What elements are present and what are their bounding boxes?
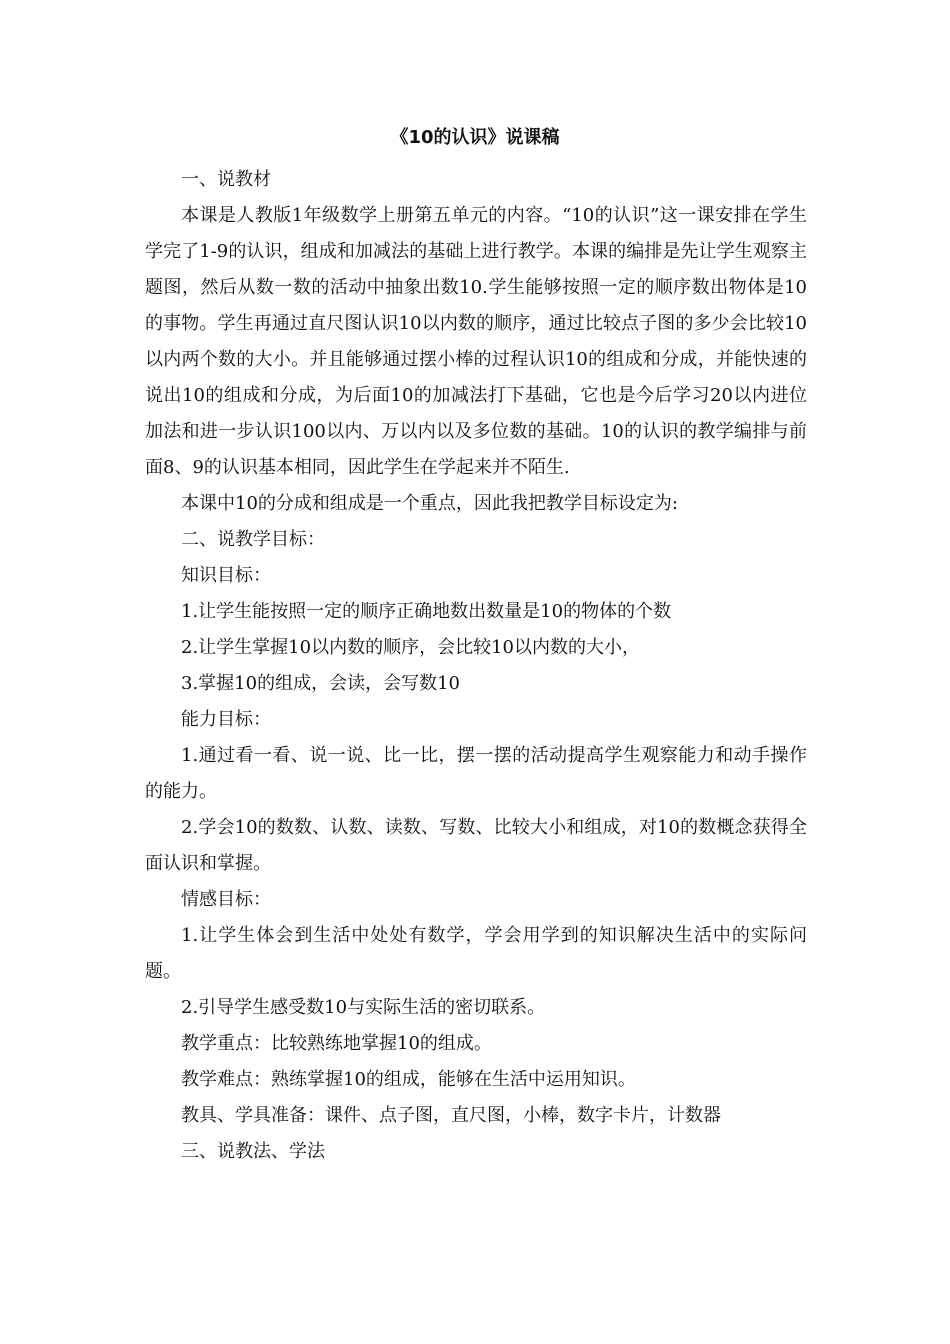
paragraph-goal-intro: 本课中10的分成和组成是一个重点，因此我把教学目标设定为: (181, 493, 678, 514)
subheading-ability-goals: 能力目标： (181, 709, 271, 730)
teaching-materials: 教具、学具准备：课件、点子图，直尺图，小棒，数字卡片，计数器 (181, 1105, 721, 1126)
subheading-knowledge-goals: 知识目标： (181, 565, 271, 586)
document-body (145, 162, 807, 1170)
teaching-difficulty: 教学难点：熟练掌握10的组成，能够在生活中运用知识。 (181, 1069, 636, 1090)
list-item-ability-2: 2.学会10的数数、认数、读数、写数、比较大小和组成，对10的数概念获得全面认识和掌握。 (145, 817, 807, 874)
teaching-key-point: 教学重点：比较熟练地掌握10的组成。 (181, 1033, 492, 1054)
section-heading-methods: 三、说教法、学法 (181, 1141, 325, 1162)
list-item-emotion-2: 2.引导学生感受数10与实际生活的密切联系。 (181, 997, 546, 1018)
section-heading-textbook: 一、说教材 (181, 169, 271, 190)
list-item-knowledge-1: 1.让学生能按照一定的顺序正确地数出数量是10的物体的个数 (181, 601, 672, 622)
list-item-knowledge-2: 2.让学生掌握10以内数的顺序，会比较10以内数的大小， (181, 637, 640, 658)
list-item-emotion-1: 1.让学生体会到生活中处处有数学，学会用学到的知识解决生活中的实际问题。 (145, 925, 807, 982)
list-item-ability-1: 1.通过看一看、说一说、比一比，摆一摆的活动提高学生观察能力和动手操作的能力。 (145, 745, 807, 802)
document-title: 《10的认识》说课稿 (390, 127, 560, 148)
section-heading-goals: 二、说教学目标： (181, 529, 325, 550)
list-item-knowledge-3: 3.掌握10的组成，会读，会写数10 (181, 673, 460, 694)
paragraph-textbook-analysis: 本课是人教版1年级数学上册第五单元的内容。“10的认识”这一课安排在学生学完了1-9的认识，组成和加减法的基础上进行教学。本课的编排是先让学生观察主题图，然后从数一数的活动中抽象出数10.学生能够按照一定的顺序数出物体是10的事物。学生再通过直尺图认识10以内数的顺序，通过比较点子图的多少会比较10以内两个数的大小。并且能够通过摆小棒的过程认识10的组成和分成，并能快速的说出10的组成和分成，为后面10的加减法打下基础，它也是今后学习20以内进位加法和进一步认识100以内、万以内以及多位数的基础。10的认识的教学编排与前面8、9的认识基本相同，因此学生在学起来并不陌生. (145, 205, 807, 478)
subheading-emotion-goals: 情感目标： (181, 889, 271, 910)
